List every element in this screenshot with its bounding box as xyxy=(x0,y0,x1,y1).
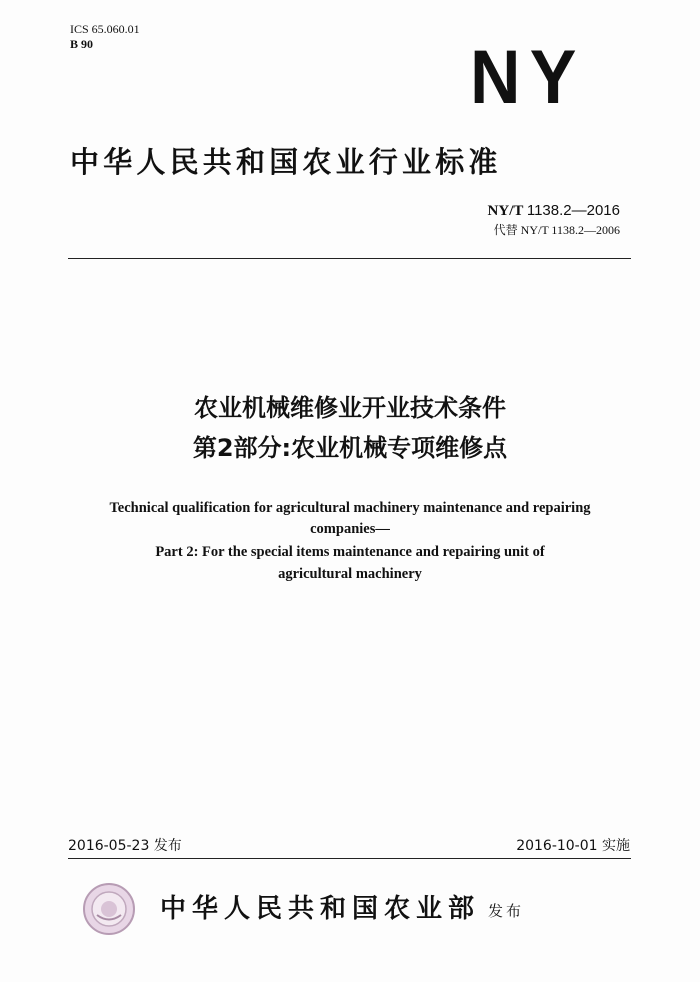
standard-prefix: NY/T xyxy=(487,203,524,219)
title-cn-line1: 农业机械维修业开业技术条件 xyxy=(194,394,506,422)
classification-codes xyxy=(70,22,140,52)
title-en-line4: agricultural machinery xyxy=(278,566,422,582)
ics-code: ICS 65.060.01 xyxy=(70,22,140,36)
standard-number xyxy=(488,202,620,220)
top-divider xyxy=(68,258,631,259)
national-emblem-icon xyxy=(82,882,136,936)
ny-logo: NY xyxy=(470,35,586,120)
title-en-line3: Part 2: For the special items maintenance and repairing unit of xyxy=(155,544,545,560)
title-en-line1: Technical qualification for agricultural machinery maintenance and repairing xyxy=(109,500,591,516)
replaces-standard: 代替 NY/T 1138.2—2006 xyxy=(493,223,620,237)
bottom-divider xyxy=(68,858,631,859)
main-title: 中华人民共和国农业行业标准 xyxy=(70,145,502,179)
issuer-name: 中华人民共和国农业部 xyxy=(160,894,481,924)
title-en-line2: companies— xyxy=(310,521,390,537)
ccs-code: B 90 xyxy=(70,37,94,51)
issue-date: 2016-05-23 发布 xyxy=(68,838,182,854)
issuer-suffix: 发布 xyxy=(488,902,525,920)
standard-code: 1138.2—2016 xyxy=(526,202,620,219)
effective-date: 2016-10-01 实施 xyxy=(516,838,630,854)
title-cn-line2: 第2部分:农业机械专项维修点 xyxy=(192,434,508,462)
